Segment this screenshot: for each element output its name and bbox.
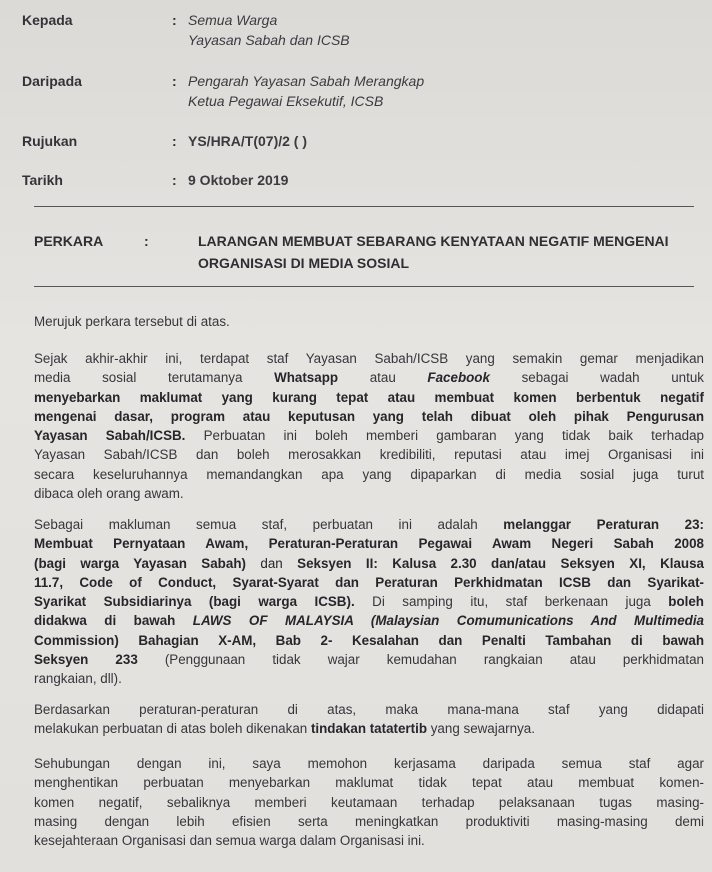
kepada-value [188, 10, 350, 50]
p2-line-7: secara keseluruhannya memandangkan apa yang dipaparkan di media sosial juga turut [34, 466, 704, 482]
kepada-label: Kepada [22, 12, 73, 28]
p2-line-3: menyebarkan maklumat yang kurang tepat atau membuat komen berbentuk negatif [34, 389, 704, 405]
p4-line-2: melakukan perbuatan di atas boleh dikenakan tindakan tatatertib yang sewajarnya. [34, 721, 535, 737]
daripada-value [188, 71, 424, 111]
p2-line-5: Yayasan Sabah/ICSB. Perbuatan ini boleh memberi gambaran yang tidak baik terhadap [34, 428, 704, 444]
facebook-text: Facebook [427, 370, 490, 386]
p5-line-1: Sehubungan dengan ini, saya memohon kerjasama daripada semua staf agar [34, 756, 704, 771]
kepada-colon: : [172, 12, 177, 28]
rujukan-text: YS/HRA/T(07)/2 ( ) [188, 133, 308, 149]
p5-line-3: komen negatif, sebaliknya memberi keutamaan terhadap pelaksanaan tugas masing- [34, 794, 704, 810]
p3-line-7: Commission) Bahagian X-AM, Bab 2- Kesalahan dan Penalti Tambahan di bawah [34, 632, 704, 648]
perkara-label: PERKARA [34, 233, 104, 249]
perkara-line-1: LARANGAN MEMBUAT SEBARANG KENYATAAN NEGATIF MENGENAI [198, 233, 669, 249]
p4-line-1: Berdasarkan peraturan-peraturan di atas, maka mana-mana staf yang didapati [34, 702, 704, 717]
paragraph-2 [34, 349, 704, 503]
p1-line: Merujuk perkara tersebut di atas. [34, 314, 230, 329]
p3-line-8: Seksyen 233 (Penggunaan tidak wajar kemudahan rangkaian atau perkhidmatan [34, 652, 704, 668]
kepada-line-1: Semua Warga [188, 12, 278, 28]
kepada-line-2: Yayasan Sabah dan ICSB [188, 32, 350, 48]
p3-line-6: didakwa di bawah LAWS OF MALAYSIA (Malaysian Comumunications And Multimedia [34, 613, 704, 629]
p3-line-4: 11.7, Code of Conduct, Syarat-Syarat dan Peraturan Perkhidmatan ICSB dan Syarikat- [34, 574, 704, 590]
daripada-label: Daripada [22, 73, 82, 89]
p2-line-4: mengenai dasar, program atau keputusan yang telah dibuat oleh pihak Pengurusan [34, 408, 704, 424]
p2-line-2: media sosial terutamanya Whatsapp atau Facebook sebagai wadah untuk [34, 370, 704, 386]
p3-line-3: (bagi warga Yayasan Sabah) dan Seksyen II: Kalusa 2.30 dan/atau Seksyen XI, Klausa [34, 555, 704, 571]
p3-line-9: rangkaian, dll). [34, 671, 122, 687]
p5-line-4: masing dengan lebih efisien serta meningkatkan produktiviti masing-masing demi [34, 813, 704, 829]
rujukan-label: Rujukan [22, 133, 78, 149]
p3-line-2: Membuat Pernyataan Awam, Peraturan-Peraturan Pegawai Awam Negeri Sabah 2008 [34, 536, 704, 552]
tarikh-colon: : [172, 172, 177, 188]
tarikh-value [188, 170, 288, 190]
paragraph-1 [34, 312, 704, 331]
paragraph-4 [34, 700, 704, 739]
paragraph-3 [34, 515, 704, 689]
perkara-value [198, 230, 703, 274]
daripada-line-1: Pengarah Yayasan Sabah Merangkap [188, 73, 425, 89]
p5-line-5: kesejahteraan Organisasi dan semua warga dalam Organisasi ini. [34, 833, 425, 849]
p3-line-5: Syarikat Subsidiarinya (bagi warga ICSB). Di samping itu, staf berkenaan juga boleh [34, 594, 704, 610]
divider-bottom [34, 286, 694, 287]
p3-line-1: Sebagai makluman semua staf, perbuatan ini adalah melanggar Peraturan 23: [34, 517, 704, 532]
rujukan-value [188, 131, 307, 151]
p2-line-6: Yayasan Sabah/ICSB dan boleh merosakkan kredibiliti, reputasi atau imej Organisasi ini [34, 447, 704, 463]
perkara-line-2: ORGANISASI DI MEDIA SOSIAL [198, 255, 410, 271]
tarikh-text: 9 Oktober 2019 [188, 172, 289, 188]
p2-line-8: dibaca oleh orang awam. [34, 486, 184, 502]
rujukan-colon: : [172, 133, 177, 149]
whatsapp-text: Whatsapp [274, 370, 339, 386]
p2-line-1: Sejak akhir-akhir ini, terdapat staf Yayasan Sabah/ICSB yang semakin gemar menjadikan [34, 351, 704, 366]
tarikh-label: Tarikh [22, 172, 63, 188]
p5-line-2: menghentikan perbuatan menyebarkan maklumat tidak tepat atau membuat komen- [34, 775, 704, 791]
paragraph-5 [34, 754, 704, 850]
perkara-colon: : [144, 233, 149, 249]
divider-top [34, 206, 694, 207]
daripada-line-2: Ketua Pegawai Eksekutif, ICSB [188, 93, 384, 109]
daripada-colon: : [172, 73, 177, 89]
